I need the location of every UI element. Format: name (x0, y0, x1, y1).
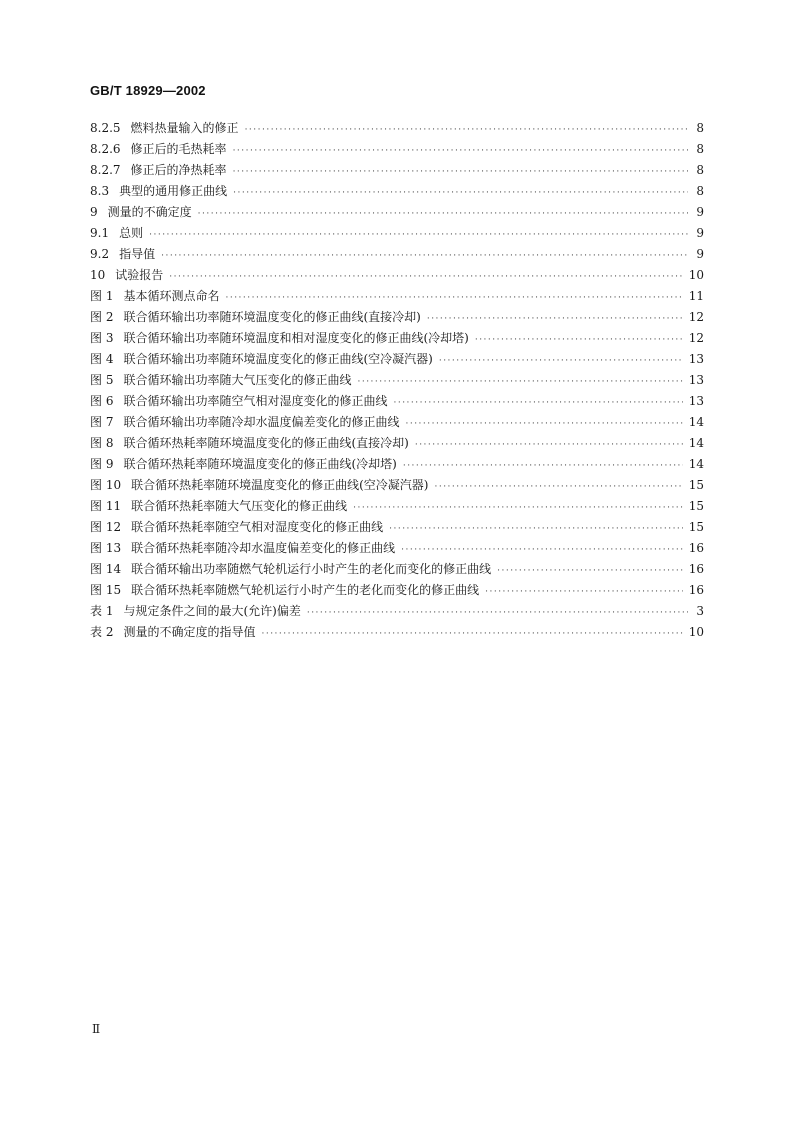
toc-entry[interactable] (90, 517, 704, 538)
toc-entry[interactable] (90, 181, 704, 202)
toc-entry[interactable] (90, 559, 704, 580)
toc-entry-title: 与规定条件之间的最大(允许)偏差 (123, 604, 301, 618)
toc-entry[interactable] (90, 349, 704, 370)
toc-entry[interactable] (90, 538, 704, 559)
toc-entry-number: 图 9 (90, 457, 114, 471)
toc-entry[interactable] (90, 244, 704, 265)
toc-entry-page: 13 (688, 394, 704, 408)
toc-leader-dots (353, 498, 683, 519)
toc-entry-number: 8.2.5 (90, 121, 121, 135)
toc-leader-dots (475, 330, 683, 351)
toc-entry-page: 12 (688, 331, 704, 345)
toc-entry-page: 14 (688, 457, 704, 471)
toc-entry-page: 9 (696, 226, 704, 240)
toc-entry-title: 联合循环热耗率随燃气轮机运行小时产生的老化而变化的修正曲线 (131, 583, 480, 597)
toc-entry-number: 图 11 (90, 499, 122, 513)
toc-leader-dots (161, 246, 688, 267)
toc-leader-dots (389, 519, 683, 540)
toc-entry-title: 测量的不确定度的指导值 (123, 625, 256, 639)
toc-entry-number: 表 1 (90, 604, 114, 618)
toc-leader-dots (245, 120, 688, 141)
toc-leader-dots (233, 183, 688, 204)
toc-entry-number: 图 3 (90, 331, 114, 345)
toc-entry-title: 联合循环输出功率随空气相对湿度变化的修正曲线 (123, 394, 388, 408)
toc-entry-number: 图 2 (90, 310, 114, 324)
toc-entry-page: 8 (696, 184, 704, 198)
toc-leader-dots (225, 288, 682, 309)
toc-leader-dots (357, 372, 682, 393)
toc-entry-number: 图 1 (90, 289, 114, 303)
toc-entry-number: 8.2.7 (90, 163, 121, 177)
toc-entry-page: 11 (688, 289, 704, 303)
toc-entry[interactable] (90, 223, 704, 244)
toc-entry[interactable] (90, 328, 704, 349)
toc-entry[interactable] (90, 496, 704, 517)
toc-leader-dots (434, 477, 682, 498)
toc-entry-number: 图 15 (90, 583, 122, 597)
toc-leader-dots (149, 225, 688, 246)
toc-entry-page: 8 (696, 142, 704, 156)
toc-entry-title: 联合循环输出功率随冷却水温度偏差变化的修正曲线 (123, 415, 400, 429)
toc-leader-dots (405, 414, 682, 435)
toc-entry-title: 联合循环热耗率随冷却水温度偏差变化的修正曲线 (131, 541, 396, 555)
toc-entry-title: 联合循环输出功率随大气压变化的修正曲线 (123, 373, 352, 387)
toc-entry-number: 表 2 (90, 625, 114, 639)
toc-entry[interactable] (90, 601, 704, 622)
toc-entry-title: 联合循环输出功率随环境温度和相对湿度变化的修正曲线(冷却塔) (123, 331, 469, 345)
toc-entry-number: 图 8 (90, 436, 114, 450)
toc-leader-dots (439, 351, 683, 372)
toc-entry-title: 总则 (119, 226, 144, 240)
toc-entry[interactable] (90, 454, 704, 475)
toc-entry-page: 10 (688, 268, 704, 282)
toc-entry-number: 图 7 (90, 415, 114, 429)
toc-entry-page: 10 (688, 625, 704, 639)
toc-entry-page: 14 (688, 415, 704, 429)
toc-entry-title: 联合循环热耗率随环境温度变化的修正曲线(空冷凝汽器) (131, 478, 429, 492)
toc-entry-page: 16 (688, 583, 704, 597)
toc-leader-dots (393, 393, 682, 414)
toc-entry-title: 基本循环测点命名 (123, 289, 220, 303)
toc-entry[interactable] (90, 622, 704, 643)
toc-entry-number: 8.3 (90, 184, 110, 198)
toc-entry-page: 13 (688, 373, 704, 387)
toc-entry-number: 图 12 (90, 520, 122, 534)
toc-entry-title: 燃料热量输入的修正 (130, 121, 239, 135)
toc-entry-title: 典型的通用修正曲线 (119, 184, 228, 198)
toc-entry-page: 3 (696, 604, 704, 618)
toc-entry-title: 联合循环热耗率随环境温度变化的修正曲线(冷却塔) (123, 457, 397, 471)
toc-leader-dots (497, 561, 683, 582)
toc-entry-title: 联合循环输出功率随环境温度变化的修正曲线(空冷凝汽器) (123, 352, 433, 366)
toc-entry-number: 图 14 (90, 562, 122, 576)
toc-entry-number: 9.2 (90, 247, 110, 261)
toc-entry-page: 16 (688, 541, 704, 555)
toc-entry-number: 图 4 (90, 352, 114, 366)
toc-leader-dots (233, 141, 688, 162)
toc-entry-title: 修正后的净热耗率 (130, 163, 227, 177)
toc-leader-dots (233, 162, 688, 183)
toc-leader-dots (198, 204, 688, 225)
toc-entry[interactable] (90, 370, 704, 391)
toc-entry-number: 图 10 (90, 478, 122, 492)
toc-leader-dots (169, 267, 682, 288)
toc-entry-page: 14 (688, 436, 704, 450)
toc-entry[interactable] (90, 391, 704, 412)
toc-entry-title: 试验报告 (115, 268, 164, 282)
toc-entry-number: 9 (90, 205, 98, 219)
toc-entry-number: 9.1 (90, 226, 110, 240)
toc-entry[interactable] (90, 580, 704, 601)
toc-entry-number: 图 13 (90, 541, 122, 555)
toc-leader-dots (261, 624, 682, 645)
table-of-contents (90, 118, 704, 643)
toc-entry[interactable] (90, 118, 704, 139)
toc-entry-page: 9 (696, 247, 704, 261)
toc-entry-title: 联合循环热耗率随环境温度变化的修正曲线(直接冷却) (123, 436, 409, 450)
toc-entry[interactable] (90, 475, 704, 496)
toc-entry-page: 13 (688, 352, 704, 366)
toc-entry-page: 15 (688, 478, 704, 492)
toc-entry-title: 指导值 (119, 247, 156, 261)
toc-entry-title: 联合循环热耗率随大气压变化的修正曲线 (131, 499, 348, 513)
toc-entry[interactable] (90, 433, 704, 454)
standard-code: GB/T 18929—2002 (90, 83, 206, 98)
toc-entry[interactable] (90, 202, 704, 223)
toc-entry[interactable] (90, 139, 704, 160)
toc-entry-page: 15 (688, 499, 704, 513)
toc-entry-number: 图 6 (90, 394, 114, 408)
toc-entry-title: 联合循环输出功率随燃气轮机运行小时产生的老化而变化的修正曲线 (131, 562, 492, 576)
toc-leader-dots (415, 435, 683, 456)
toc-entry[interactable] (90, 265, 704, 286)
toc-entry[interactable] (90, 307, 704, 328)
toc-entry-title: 联合循环热耗率随空气相对湿度变化的修正曲线 (131, 520, 384, 534)
page-number: Ⅱ (92, 1022, 101, 1036)
toc-entry-page: 16 (688, 562, 704, 576)
toc-entry-page: 8 (696, 121, 704, 135)
toc-entry-title: 修正后的毛热耗率 (130, 142, 227, 156)
toc-entry-page: 12 (688, 310, 704, 324)
toc-entry[interactable] (90, 160, 704, 181)
toc-leader-dots (401, 540, 683, 561)
toc-entry-page: 15 (688, 520, 704, 534)
toc-entry[interactable] (90, 412, 704, 433)
toc-entry-number: 8.2.6 (90, 142, 121, 156)
toc-leader-dots (485, 582, 683, 603)
toc-entry-page: 8 (696, 163, 704, 177)
toc-entry-page: 9 (696, 205, 704, 219)
toc-entry-title: 测量的不确定度 (107, 205, 192, 219)
toc-entry-title: 联合循环输出功率随环境温度变化的修正曲线(直接冷却) (123, 310, 421, 324)
toc-entry-number: 图 5 (90, 373, 114, 387)
toc-leader-dots (427, 309, 683, 330)
toc-entry[interactable] (90, 286, 704, 307)
toc-leader-dots (307, 603, 688, 624)
toc-entry-number: 10 (90, 268, 106, 282)
toc-leader-dots (403, 456, 683, 477)
